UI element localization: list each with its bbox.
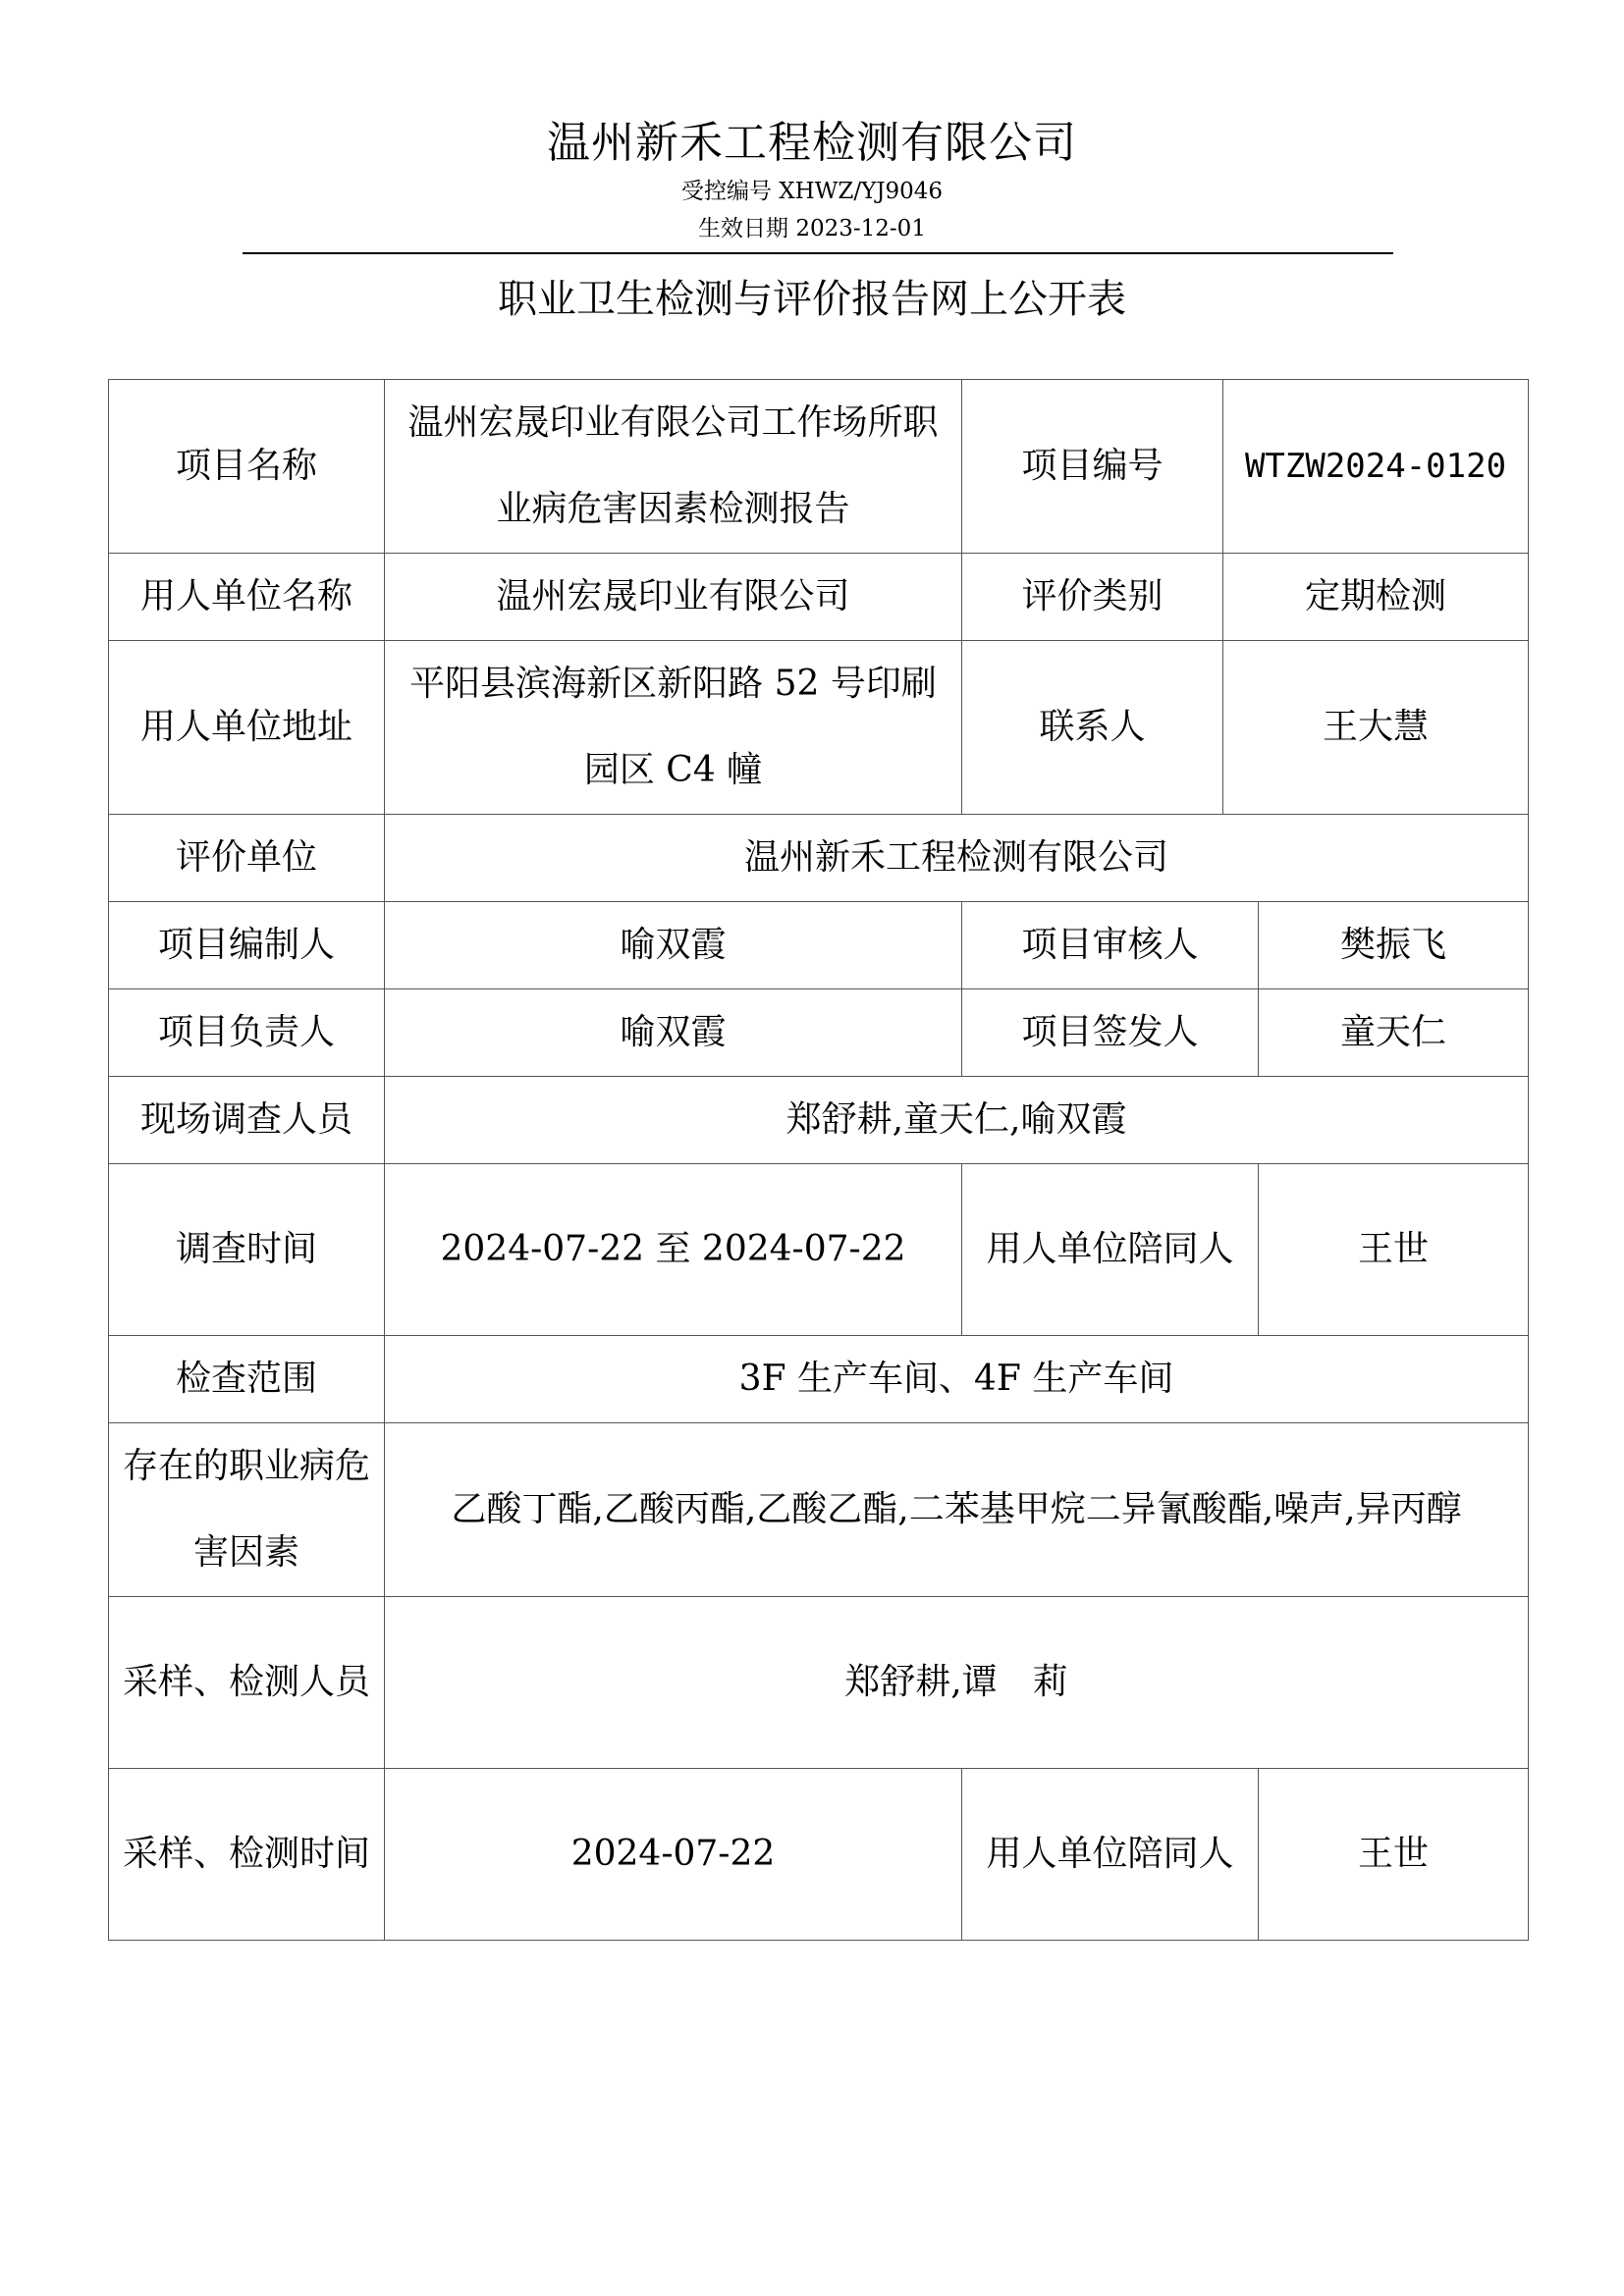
project-name-value: 温州宏晟印业有限公司工作场所职业病危害因素检测报告 xyxy=(385,380,962,554)
compiler-label: 项目编制人 xyxy=(109,902,385,989)
address-label: 用人单位地址 xyxy=(109,641,385,815)
control-number: 受控编号 XHWZ/YJ9046 xyxy=(680,179,944,204)
table-row xyxy=(109,1597,1529,1769)
accompany-label: 用人单位陪同人 xyxy=(962,1164,1259,1336)
table-row xyxy=(109,1164,1529,1336)
report-info-table xyxy=(108,379,1529,1941)
survey-time-label: 调查时间 xyxy=(109,1164,385,1336)
eval-unit-value: 温州新禾工程检测有限公司 xyxy=(385,815,1529,902)
hazards-value: 乙酸丁酯,乙酸丙酯,乙酸乙酯,二苯基甲烷二异氰酸酯,噪声,异丙醇 xyxy=(385,1423,1529,1597)
eval-type-label: 评价类别 xyxy=(962,554,1223,641)
table-row xyxy=(109,554,1529,641)
header-divider xyxy=(243,252,1393,254)
scope-value: 3F 生产车间、4F 生产车间 xyxy=(385,1336,1529,1423)
hazards-label: 存在的职业病危害因素 xyxy=(109,1423,385,1597)
compiler-value: 喻双霞 xyxy=(385,902,962,989)
issuer-value: 童天仁 xyxy=(1259,989,1529,1077)
contact-value: 王大慧 xyxy=(1223,641,1529,815)
table-row xyxy=(109,380,1529,554)
eval-type-value: 定期检测 xyxy=(1223,554,1529,641)
project-name-label: 项目名称 xyxy=(109,380,385,554)
contact-label: 联系人 xyxy=(962,641,1223,815)
accompany2-value: 王世 xyxy=(1259,1769,1529,1941)
effective-date: 生效日期 2023-12-01 xyxy=(698,216,926,241)
table-row xyxy=(109,902,1529,989)
scope-label: 检查范围 xyxy=(109,1336,385,1423)
document-title: 职业卫生检测与评价报告网上公开表 xyxy=(498,277,1126,322)
surveyors-label: 现场调查人员 xyxy=(109,1077,385,1164)
employer-value: 温州宏晟印业有限公司 xyxy=(385,554,962,641)
eval-unit-label: 评价单位 xyxy=(109,815,385,902)
surveyors-value: 郑舒耕,童天仁,喻双霞 xyxy=(385,1077,1529,1164)
table-row xyxy=(109,1423,1529,1597)
table-row xyxy=(109,1077,1529,1164)
sample-time-value: 2024-07-22 xyxy=(385,1769,962,1941)
issuer-label: 项目签发人 xyxy=(962,989,1259,1077)
samplers-value: 郑舒耕,谭 莉 xyxy=(385,1597,1529,1769)
reviewer-value: 樊振飞 xyxy=(1259,902,1529,989)
leader-label: 项目负责人 xyxy=(109,989,385,1077)
reviewer-label: 项目审核人 xyxy=(962,902,1259,989)
samplers-label: 采样、检测人员 xyxy=(109,1597,385,1769)
company-name: 温州新禾工程检测有限公司 xyxy=(547,118,1077,168)
accompany2-label: 用人单位陪同人 xyxy=(962,1769,1259,1941)
accompany-value: 王世 xyxy=(1259,1164,1529,1336)
employer-label: 用人单位名称 xyxy=(109,554,385,641)
survey-time-value: 2024-07-22 至 2024-07-22 xyxy=(385,1164,962,1336)
table-row xyxy=(109,815,1529,902)
address-value: 平阳县滨海新区新阳路 52 号印刷园区 C4 幢 xyxy=(385,641,962,815)
table-row xyxy=(109,641,1529,815)
project-no-label: 项目编号 xyxy=(962,380,1223,554)
leader-value: 喻双霞 xyxy=(385,989,962,1077)
table-row xyxy=(109,1769,1529,1941)
table-row xyxy=(109,1336,1529,1423)
sample-time-label: 采样、检测时间 xyxy=(109,1769,385,1941)
project-no-value: WTZW2024-0120 xyxy=(1223,380,1529,554)
table-row xyxy=(109,989,1529,1077)
